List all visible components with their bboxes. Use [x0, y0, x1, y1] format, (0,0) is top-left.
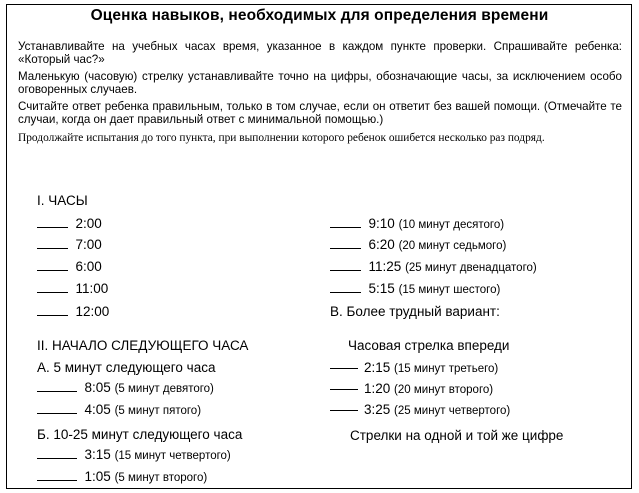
instruction-paragraph-3: Считайте ответ ребенка правильным, только в том случае, если он ответит без вашей помощи. (Отмечайте те случаи, когда он дает правильный ответ с минимальной помощью.)	[18, 100, 622, 126]
answer-row	[37, 380, 214, 395]
answer-blank[interactable]	[37, 269, 68, 271]
time-value: 2:15	[364, 360, 391, 375]
right-heading-2: Стрелки на одной и той же цифре	[350, 428, 564, 443]
answer-row	[330, 259, 537, 274]
answer-blank[interactable]	[37, 390, 77, 392]
answer-blank[interactable]	[37, 291, 68, 293]
time-note: (25 минут двенадцатого)	[405, 262, 537, 274]
time-note: (5 минут девятого)	[114, 383, 214, 395]
time-note: (5 минут пятого)	[114, 405, 202, 417]
answer-row	[37, 304, 109, 319]
answer-blank[interactable]	[330, 410, 358, 411]
answer-blank[interactable]	[330, 226, 361, 228]
time-value: 2:00	[75, 216, 102, 231]
time-note: (10 минут десятого)	[398, 219, 505, 231]
time-value: 3:15	[84, 447, 111, 462]
answer-row	[37, 237, 102, 252]
time-value: 12:00	[75, 304, 110, 319]
answer-row	[37, 259, 102, 274]
answer-blank[interactable]	[37, 247, 68, 249]
answer-row	[330, 216, 504, 231]
time-value: 7:00	[75, 237, 102, 252]
answer-blank[interactable]	[37, 314, 68, 316]
answer-row	[330, 360, 498, 375]
answer-row	[37, 281, 108, 296]
answer-row	[330, 237, 506, 252]
answer-row	[37, 447, 231, 462]
instruction-paragraph-2: Маленькую (часовую) стрелку устанавливайте точно на цифры, обозначающие часы, за исключением особо оговоренных случаев.	[18, 70, 622, 96]
time-value: 5:15	[368, 281, 395, 296]
variant-b-heading: В. Более трудный вариант:	[330, 304, 500, 319]
answer-blank[interactable]	[330, 247, 361, 249]
subheading-b: Б. 10-25 минут следующего часа	[37, 427, 243, 442]
answer-blank[interactable]	[330, 291, 361, 293]
time-note: (15 минут третьего)	[394, 363, 499, 375]
answer-blank[interactable]	[37, 226, 68, 228]
answer-row	[37, 402, 201, 417]
time-value: 11:00	[75, 281, 109, 296]
answer-row	[37, 469, 207, 484]
time-value: 4:05	[84, 402, 111, 417]
section-1-heading: I. ЧАСЫ	[37, 193, 88, 208]
time-note: (15 минут шестого)	[398, 284, 501, 296]
answer-row	[37, 216, 102, 231]
time-value: 9:10	[368, 216, 395, 231]
time-value: 1:05	[84, 469, 111, 484]
instruction-paragraph-1: Устанавливайте на учебных часах время, указанное в каждом пункте проверки. Спрашивайте ребенка: «Который час?»	[18, 40, 622, 66]
time-value: 8:05	[84, 380, 111, 395]
time-note: (15 минут четвертого)	[114, 450, 231, 462]
time-note: (5 минут второго)	[114, 472, 208, 484]
answer-blank[interactable]	[330, 269, 361, 271]
answer-blank[interactable]	[330, 368, 358, 369]
time-value: 1:20	[364, 381, 391, 396]
instruction-paragraph-4: Продолжайте испытания до того пункта, при выполнении которого ребенок ошибется несколько раз подряд.	[18, 132, 545, 144]
time-value: 3:25	[364, 402, 391, 417]
answer-blank[interactable]	[37, 457, 77, 459]
answer-blank[interactable]	[37, 479, 77, 481]
answer-row	[330, 281, 500, 296]
answer-blank[interactable]	[37, 412, 77, 414]
time-note: (20 минут седьмого)	[398, 240, 507, 252]
subheading-a: А. 5 минут следующего часа	[37, 360, 216, 375]
right-heading: Часовая стрелка впереди	[348, 338, 510, 353]
time-value: 6:00	[75, 259, 102, 274]
section-2-heading: II. НАЧАЛО СЛЕДУЮЩЕГО ЧАСА	[37, 338, 249, 353]
answer-row	[330, 402, 510, 417]
answer-blank[interactable]	[330, 389, 358, 390]
answer-row	[330, 381, 493, 396]
time-note: (25 минут четвертого)	[394, 405, 511, 417]
time-value: 11:25	[368, 259, 402, 274]
time-value: 6:20	[368, 237, 395, 252]
page-title: Оценка навыков, необходимых для определения времени	[90, 7, 549, 24]
time-note: (20 минут второго)	[394, 384, 494, 396]
